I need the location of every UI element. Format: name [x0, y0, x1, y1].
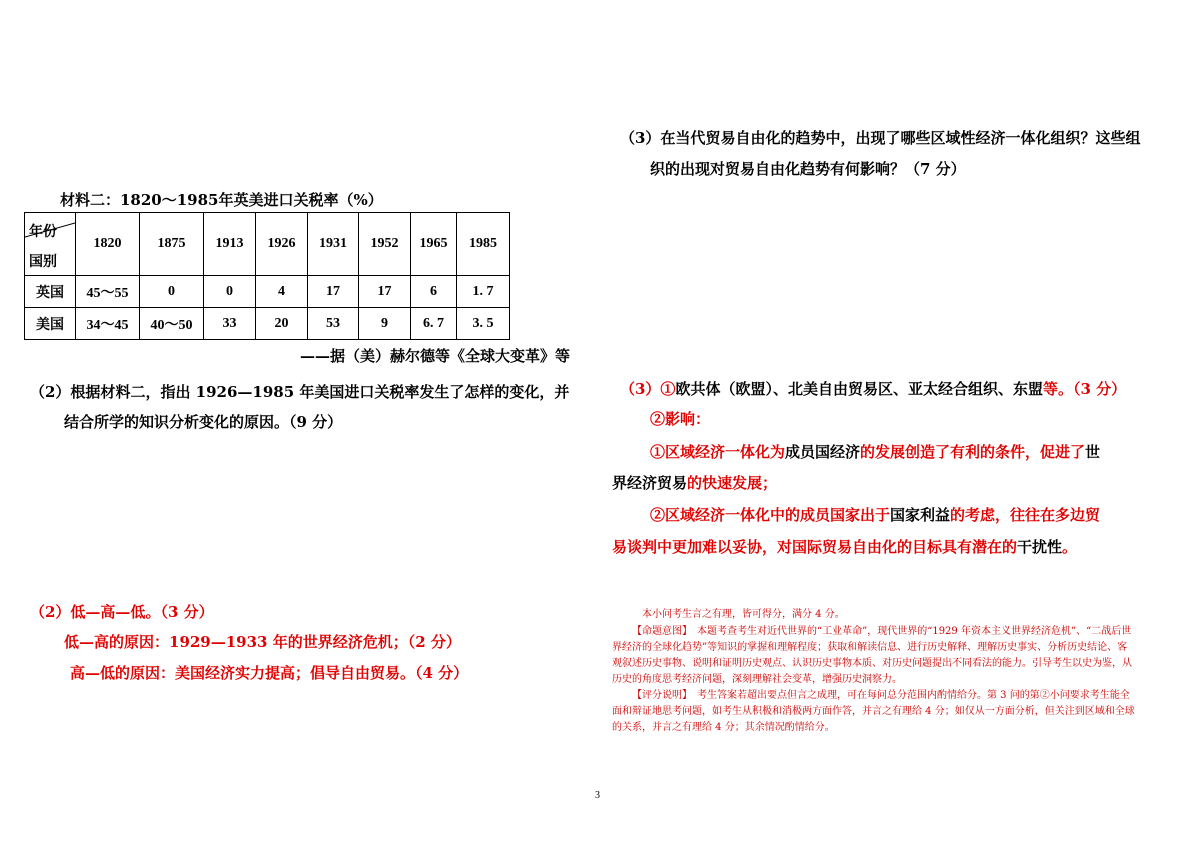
answer-3-line-4 [612, 471, 777, 495]
question-3-line-2: 织的出现对贸易自由化趋势有何影响？（7 分） [650, 160, 966, 178]
page-number: 3 [595, 790, 600, 801]
year-header: 1985 [457, 213, 510, 276]
value-cell: 40～50 [140, 308, 204, 340]
answer-3-organizations: 欧共体（欧盟）、北美自由贸易区、亚太经合组织、东盟 [675, 380, 1043, 398]
year-header: 1952 [359, 213, 411, 276]
year-header: 1965 [411, 213, 457, 276]
text-segment: 国家利益 [890, 506, 951, 524]
answer-2-line-1: （2）低—高—低。（3 分） [30, 603, 214, 621]
notes-line-7: 面和辩证地思考问题，如考生从积极和消极两方面作答，并言之有理给 4 分；如仅从一方面分析，但关注到区域和全球 [612, 706, 1135, 717]
value-cell: 34～45 [76, 308, 140, 340]
country-cell: 英国 [25, 276, 76, 308]
notes-line-6: 【评分说明】 考生答案若超出要点但言之成理，可在每问总分范围内酌情给分。第 3 问的第②小问要求考生能全 [632, 690, 1130, 701]
table-row-uk [25, 276, 510, 308]
year-header: 1931 [308, 213, 359, 276]
question-3-line-1: （3）在当代贸易自由化的趋势中，出现了哪些区域性经济一体化组织？这些组 [620, 129, 1141, 147]
answer-3-line-1 [620, 377, 1126, 401]
text-segment: 的快速发展； [687, 474, 778, 492]
value-cell: 0 [204, 276, 256, 308]
answer-3-line-5 [650, 503, 1100, 527]
answer-3-prefix: （3）① [620, 380, 676, 398]
notes-line-3: 界经济的全球化趋势”等知识的掌握和理解程度；获取和解读信息、进行历史解释、理解历史事实、分析历史结论、客 [612, 642, 1128, 653]
answer-3-score: 等。（3 分） [1042, 380, 1127, 398]
tariff-table [24, 212, 510, 340]
text-segment: 成员国经济 [785, 443, 861, 461]
value-cell: 4 [256, 276, 308, 308]
answer-2-line-2: 低—高的原因：1929—1933 年的世界经济危机；（2 分） [64, 633, 461, 651]
notes-line-2: 【命题意图】 本题考查考生对近代世界的“工业革命”，现代世界的“1929 年资本主义世界经济危机”、“二战后世 [632, 626, 1132, 637]
text-segment: 界经济贸易 [612, 474, 688, 492]
text-segment: ②区域经济一体化中的成员国家出于 [650, 506, 891, 524]
notes-line-4: 观叙述历史事物、说明和证明历史观点、认识历史事物本质、对历史问题提出不同看法的能力。引导考生以史为鉴，从 [612, 658, 1132, 669]
country-cell: 美国 [25, 308, 76, 340]
value-cell: 20 [256, 308, 308, 340]
notes-line-1: 本小问考生言之有理，皆可得分，满分 4 分。 [642, 609, 845, 620]
year-header: 1875 [140, 213, 204, 276]
year-header: 1926 [256, 213, 308, 276]
value-cell: 53 [308, 308, 359, 340]
question-2-line-2: 结合所学的知识分析变化的原因。（9 分） [64, 413, 343, 431]
material-title: 材料二：1820～1985年英美进口关税率（%） [60, 191, 383, 209]
value-cell: 6 [411, 276, 457, 308]
text-segment: 。 [1062, 538, 1078, 556]
year-header: 1820 [76, 213, 140, 276]
table-header-row [25, 213, 510, 276]
value-cell: 6. 7 [411, 308, 457, 340]
notes-line-5: 历史的角度思考经济问题，深刻理解社会变革，增强历史洞察力。 [612, 674, 902, 685]
value-cell: 17 [308, 276, 359, 308]
answer-2-line-3: 高—低的原因：美国经济实力提高；倡导自由贸易。（4 分） [70, 664, 469, 682]
value-cell: 17 [359, 276, 411, 308]
answer-3-line-2: ②影响： [650, 410, 711, 428]
year-header: 1913 [204, 213, 256, 276]
table-corner-cell [25, 213, 76, 276]
answer-3-line-6 [612, 535, 1077, 559]
notes-line-8: 的关系，并言之有理给 4 分；其余情况酌情给分。 [612, 722, 835, 733]
table-source: ——据（美）赫尔德等《全球大变革》等 [300, 347, 571, 365]
value-cell: 0 [140, 276, 204, 308]
corner-country-label: 国别 [29, 255, 57, 270]
value-cell: 45～55 [76, 276, 140, 308]
text-segment: 干扰性 [1017, 538, 1063, 556]
value-cell: 9 [359, 308, 411, 340]
value-cell: 33 [204, 308, 256, 340]
text-segment: 的发展创造了有利的条件，促进了 [860, 443, 1086, 461]
question-2-line-1: （2）根据材料二，指出 1926—1985 年美国进口关税率发生了怎样的变化，并 [30, 383, 570, 401]
table-row-us [25, 308, 510, 340]
text-segment: 的考虑，往往在多边贸 [950, 506, 1101, 524]
answer-3-line-3 [650, 440, 1100, 464]
text-segment: ①区域经济一体化为 [650, 443, 786, 461]
value-cell: 3. 5 [457, 308, 510, 340]
text-segment: 世 [1085, 443, 1101, 461]
value-cell: 1. 7 [457, 276, 510, 308]
text-segment: 易谈判中更加难以妥协，对国际贸易自由化的目标具有潜在的 [612, 538, 1018, 556]
corner-year-label: 年份 [29, 225, 57, 240]
